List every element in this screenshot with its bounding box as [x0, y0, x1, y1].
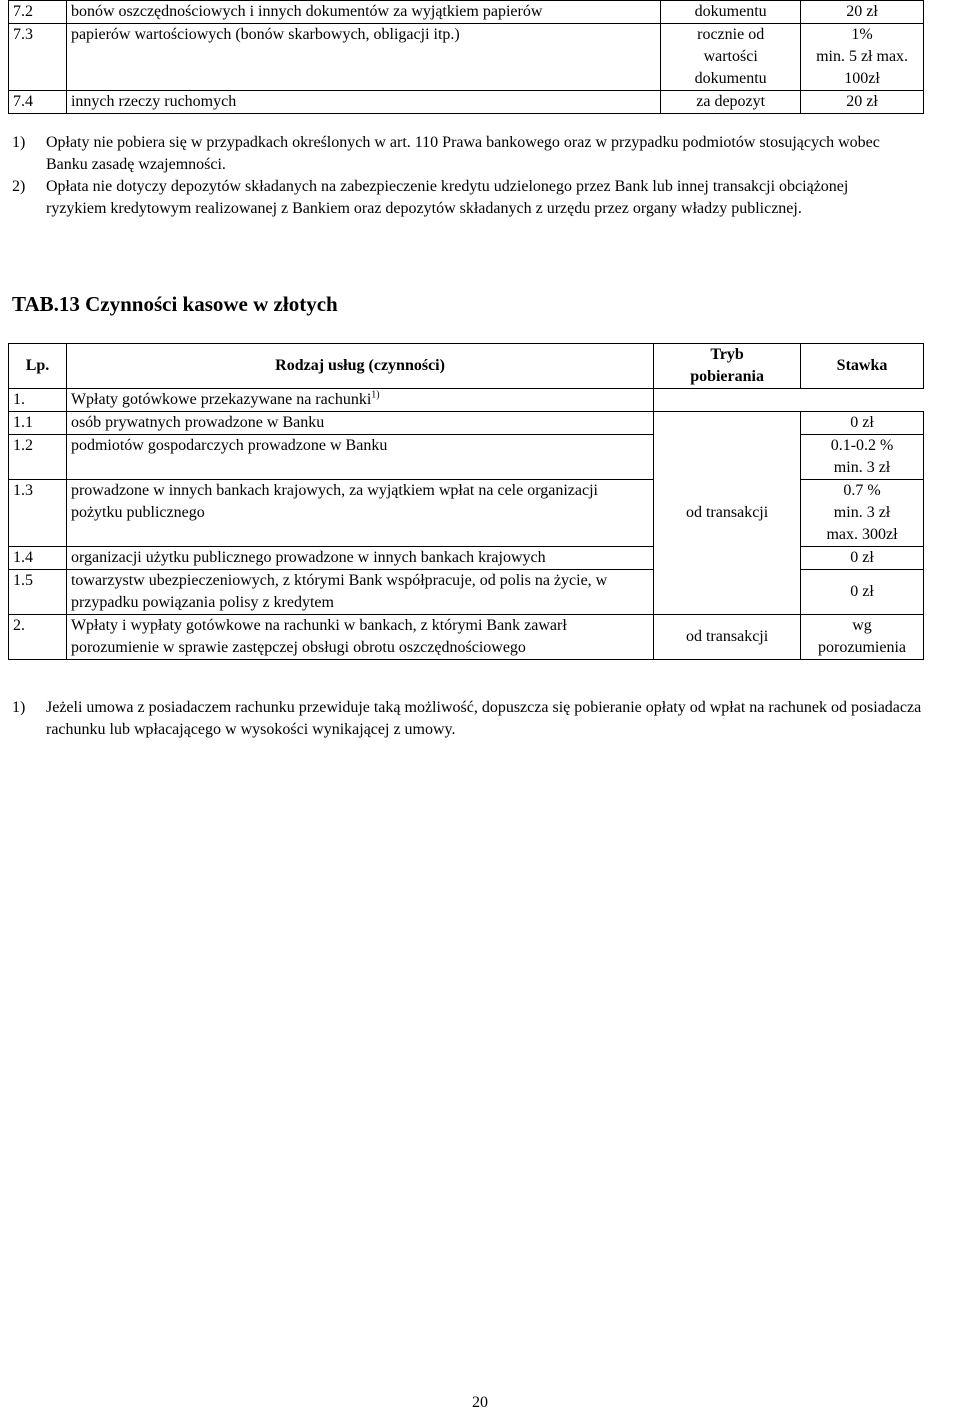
rate-line: min. 3 zł [833, 504, 891, 521]
footnote-ref: 1) [371, 389, 380, 401]
row-number: 1.2 [9, 435, 67, 480]
row-number: 7.2 [9, 1, 67, 24]
charge-mode: od transakcji [654, 412, 801, 615]
service-name-text: Wpłaty gotówkowe przekazywane na rachunki [70, 391, 372, 408]
column-header-mode [654, 344, 801, 389]
service-name: bonów oszczędnościowych i innych dokumentów za wyjątkiem papierów [66, 1, 660, 24]
note-text: Opłata nie dotyczy depozytów składanych na zabezpieczenie kredytu udzielonego przez Bank lub innej transakcji obciążonej ryzykiem kredytowym realizowanej z Bankiem oraz depozytów składanych z urzędu przez organy władzy publicznej. [46, 178, 849, 217]
charge-mode: za depozyt [661, 91, 801, 114]
rate-line: wg [852, 617, 872, 634]
table-header-row [9, 344, 924, 389]
service-name: papierów wartościowych (bonów skarbowych, obligacji itp.) [66, 24, 660, 91]
note-1 [12, 132, 912, 176]
column-header-rate: Stawka [801, 344, 924, 389]
table-row [9, 389, 924, 412]
row-number: 1.1 [9, 412, 67, 435]
table-row [9, 24, 924, 91]
rate: 0 zł [801, 412, 924, 435]
empty-cell [654, 389, 924, 412]
header-line: Tryb [710, 346, 744, 363]
note-number: 1) [12, 134, 26, 151]
rate [801, 24, 924, 91]
footnote-text: Jeżeli umowa z posiadaczem rachunku przewiduje taką możliwość, dopuszcza się pobieranie opłaty od wpłat na rachunek od posiadacza rachunku lub wpłacającego w wysokości wynikającej z umowy. [46, 699, 922, 738]
fee-table-continued [8, 0, 924, 114]
service-name: prowadzone w innych bankach krajowych, za wyjątkiem wpłat na cele organizacji pożytku publicznego [66, 480, 653, 547]
cash-operations-table [8, 343, 924, 660]
row-number: 7.4 [9, 91, 67, 114]
rate-line: 0.7 % [843, 482, 881, 499]
rate-line: 100zł [844, 70, 880, 87]
service-name: towarzystw ubezpieczeniowych, z którymi Bank współpracuje, od polis na życie, w przypadku powiązania polisy z kredytem [66, 570, 653, 615]
row-number: 7.3 [9, 24, 67, 91]
service-name: Wpłaty i wypłaty gotówkowe na rachunki w bankach, z którymi Bank zawarł porozumienie w sprawie zastępczej obsługi obrotu oszczędnościowego [66, 615, 653, 660]
service-name: osób prywatnych prowadzone w Banku [66, 412, 653, 435]
rate [801, 480, 924, 547]
column-header-lp: Lp. [9, 344, 67, 389]
rate [801, 615, 924, 660]
row-number: 1.5 [9, 570, 67, 615]
rate: 20 zł [801, 1, 924, 24]
row-number: 1.4 [9, 547, 67, 570]
rate-line: 1% [851, 26, 873, 43]
rate-line: min. 3 zł [833, 459, 891, 476]
table-row [9, 615, 924, 660]
rate-line: 0.1-0.2 % [830, 437, 894, 454]
rate [801, 435, 924, 480]
note-2 [12, 176, 912, 220]
row-number: 1.3 [9, 480, 67, 547]
column-header-service: Rodzaj usług (czynności) [66, 344, 653, 389]
note-number: 2) [12, 178, 26, 195]
rate: 20 zł [801, 91, 924, 114]
notes [12, 132, 912, 220]
charge-mode-line: wartości [703, 48, 758, 65]
charge-mode [661, 24, 801, 91]
service-name: innych rzeczy ruchomych [66, 91, 660, 114]
service-name: organizacji użytku publicznego prowadzone w innych bankach krajowych [66, 547, 653, 570]
table-row [9, 1, 924, 24]
footnote [12, 697, 960, 741]
rate-line: max. 300zł [826, 526, 898, 543]
rate: 0 zł [801, 547, 924, 570]
service-name: podmiotów gospodarczych prowadzone w Banku [66, 435, 653, 480]
table-row [9, 412, 924, 435]
charge-mode-line: rocznie od [697, 26, 765, 43]
rate-line: porozumienia [818, 639, 906, 656]
table-title: TAB.13 Czynności kasowe w złotych [12, 292, 338, 316]
charge-mode: od transakcji [654, 615, 801, 660]
note-text: Opłaty nie pobiera się w przypadkach określonych w art. 110 Prawa bankowego oraz w przypadku podmiotów stosujących wobec Banku zasadę wzajemności. [46, 134, 880, 173]
table-row [9, 91, 924, 114]
charge-mode-line: dokumentu [694, 70, 767, 87]
rate: 0 zł [801, 570, 924, 615]
footnote-number: 1) [12, 699, 26, 716]
rate-line: min. 5 zł max. [816, 48, 909, 65]
header-line: pobierania [690, 368, 764, 385]
service-name [66, 389, 653, 412]
page-number: 20 [472, 1394, 488, 1411]
charge-mode: dokumentu [661, 1, 801, 24]
row-number: 2. [9, 615, 67, 660]
row-number: 1. [9, 389, 67, 412]
